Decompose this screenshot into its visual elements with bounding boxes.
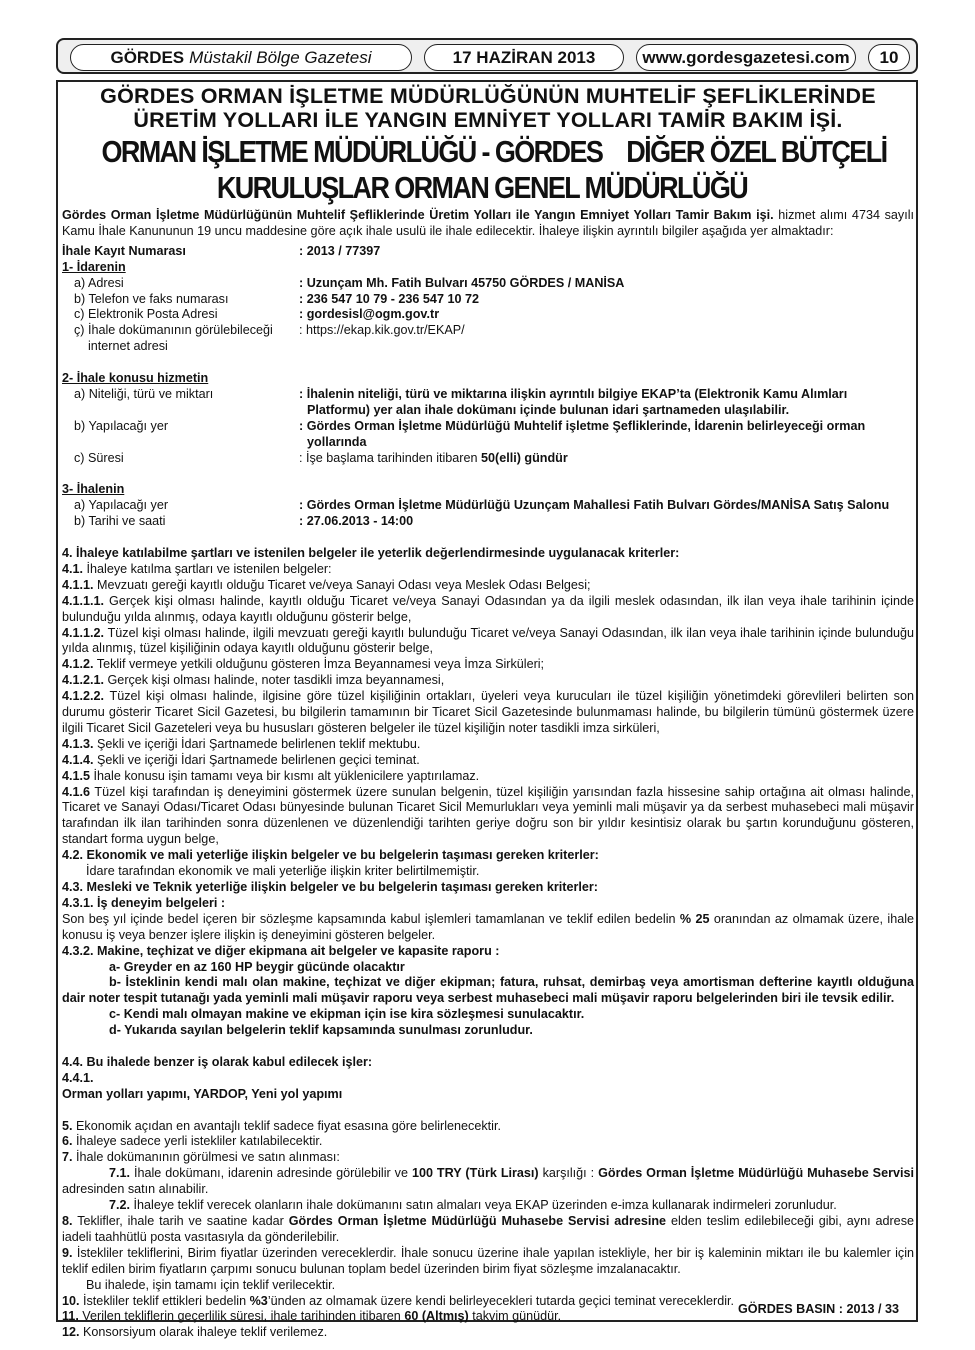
clause-text: İhale konusu işin tamamı veya bir kısmı alt yüklenicilere yaptırılamaz. [90,768,480,783]
clause-text: Gerçek kişi olması halinde, noter tasdikli imza beyannamesi, [104,673,445,688]
validity-days: 60 (Altmış) [404,1309,469,1324]
clause-4-3-2: 4.3.2. Makine, teçhizat ve diğer ekipmana ait belgeler ve kapasite raporu : [62,943,500,958]
clause-number: 11. [62,1309,79,1324]
clause-text: Teklif vermeye yetkili olduğunu gösteren İmza Beyannamesi veya İmza Sirküleri; [93,657,545,672]
section-3-heading: 3- İhalenin [62,482,125,497]
clause-number: 4.1.1.1. [62,593,105,608]
banner-left: ORMAN İŞLETME MÜDÜRLÜĞÜ - GÖRDES [101,135,603,169]
clause-4-1-2 [62,657,914,673]
clause-text: İstekliler teklif ettikleri bedelin [79,1293,250,1308]
admin-email-label: c) Elektronik Posta Adresi [74,307,218,322]
clause-number: 4.1. [62,561,84,576]
clause-number: 10. [62,1293,80,1308]
institution-banner [62,134,914,206]
clause-4-1-4 [62,753,914,769]
clause-number: 7.1. [109,1166,131,1181]
admin-address-value: : Uzunçam Mh. Fatih Bulvarı 45750 GÖRDES / MANİSA [299,275,625,290]
clause-4-1-3 [62,737,914,753]
clause-text: İhaleye sadece yerli istekliler katılabilecektir. [72,1134,323,1149]
clause-4-3: 4.3. Mesleki ve Teknik yeterliğe ilişkin belgeler ve bu belgelerin taşıması gereken kriterler: [62,880,598,895]
tender-date-label: b) Tarihi ve saati [74,514,166,529]
registration-value: : 2013 / 77397 [299,243,381,258]
tender-place-value: : Gördes Orman İşletme Müdürlüğü Uzunçam Mahallesi Fatih Bulvarı Gördes/MANİSA Satış Salonu [299,498,890,513]
admin-address-label: a) Adresi [74,275,124,290]
clause-7-1 [62,1166,914,1198]
service-place-value [299,419,914,451]
clause-text: takvim günüdür. [468,1309,562,1324]
service-duration-row [62,451,914,467]
admin-email-row [62,307,914,323]
clause-text: Tüzel kişi olması halinde, ilgili mevzuatı gereği kayıtlı bulunduğu Ticaret ve/veya Sanayi Odasından, ilk ilan veya ihale tarihinin içinde bulunduğu yılda alınmış, tüzel kişiliğinin odaya kayıtlı olduğunu gösterir belge, [62,625,914,656]
clause-number: 4.1.2.1. [62,673,105,688]
clause-text: Şekli ve içeriği İdari Şartnamede belirlenen geçici teminat. [93,752,420,767]
clause-text: Teklifler, ihale tarih ve saatine kadar [72,1214,289,1229]
clause-text: oranından az olmamak üzere, ihale konusu iş veya benzer işlere ilişkin iş deneyimini gösteren belgeler. [62,911,915,942]
clause-4-1-1-2 [62,626,914,658]
service-nature-label: a) Niteliği, türü ve miktarı [74,386,214,401]
banner-right: DİĞER ÖZEL BÜTÇELİ KURULUŞLAR ORMAN GENEL MÜDÜRLÜĞÜ [216,135,887,205]
section-2-heading: 2- İhale konusu hizmetin [62,371,209,386]
admin-email-value[interactable]: : gordesisl@ogm.gov.tr [299,307,440,322]
clause-number: 4.1.1. [62,577,94,592]
clause-4-3-1-text [62,912,914,944]
clause-6 [62,1134,914,1150]
clause-text: ’ünden az olmamak üzere kendi belirleyecekleri tutarda geçici teminat vereceklerdir. [267,1293,735,1308]
service-place-label: b) Yapılacağı yer [74,418,169,433]
intro-rest: hizmet alımı 4734 sayılı Kamu İhale Kanununun 19 uncu maddesine göre açık ihale usulü ile ihale edilecektir. İhaleye ilişkin ayrıntılı bilgiler aşağıda yer almaktadır: [62,208,914,238]
clause-text: İhaleye teklif verecek olanların ihale dokümanını satın almaları veya EKAP üzerinden e-imza kullanarak indirmeleri zorunludur. [130,1198,837,1213]
clause-4-4: 4.4. Bu ihalede benzer iş olarak kabul edilecek işler: [62,1054,373,1069]
clause-7 [62,1150,914,1166]
clause-4-1-1 [62,578,914,594]
admin-address-row [62,276,914,292]
clause-9 [62,1246,914,1278]
clause-4-1-6 [62,785,914,849]
website-link[interactable] [636,44,856,71]
clause-4-2-text: İdare tarafından ekonomik ve mali yeterliğe ilişkin kriter belirtilmemiştir. [86,864,480,879]
clause-4-1-2-2 [62,689,914,737]
clause-4-3-1: 4.3.1. İş deneyim belgeleri : [62,895,226,910]
website-text[interactable]: www.gordesgazetesi.com [642,47,850,67]
clause-text: karşılığı : [538,1166,599,1181]
service-nature-row [62,387,914,419]
similar-works: Orman yolları yapımı, YARDOP, Yeni yol yapımı [62,1086,343,1101]
newspaper-name-bold: GÖRDES [110,47,185,67]
clause-number: 4.1.3. [62,736,94,751]
admin-phone-value: : 236 547 10 79 - 236 547 10 72 [299,291,479,306]
clause-text: İhaleye katılma şartları ve istenilen belgeler: [83,561,332,576]
clause-text: Tüzel kişi olması halinde, ilgisine göre tüzel kişiliğinin ortakları, üyeleri veya kurucuları ile tüzel kişiliğin yönetimdeki görevlileri belirten son durumu gösterir Ticaret Sicil Gazetesi, bu bilgilerin tamamının bir Ticaret Sicil Gazetesinde bulunmaması halinde, bu bilgilerin tümünü göstermek üzere ilgili Ticaret Sicil Gazeteleri veya bu hususları gösteren belgeler ile tüzel kişiliğin noter tasdikli imza sirküleri, [62,689,914,735]
press-code: GÖRDES BASIN : 2013 / 33 [738,1302,899,1316]
newspaper-header [56,38,918,74]
clause-text: İhale dokümanı, idarenin adresinde görülebilir ve [130,1166,412,1181]
clause-7-2 [62,1198,914,1214]
service-place-value-1: : Gördes Orman İşletme Müdürlüğü Muhtelif işletme Şefliklerinde, İdarenin belirleyeceği orman [299,418,866,433]
tender-date-row [62,514,914,530]
equipment-b: b- İsteklinin kendi malı olan makine, teçhizat ve diğer ekipman; fatura, ruhsat, demirbaş veya amortisman defterine kayıtlı olduğuna dair noter tespit tutanağı yada yeminli mali müşavir raporu veya serbest muhasebeci mali müşavir raporu belgelerinden biri ile tevsik edilir. [62,975,914,1006]
clause-number: 6. [62,1134,73,1149]
clause-text: Tüzel kişi tarafından iş deneyimini göstermek üzere sunulan belgenin, tüzel kişiliğin yarısından fazla hissesine sahip ortağına ait olması halinde, Ticaret ve Sanayi Odası/Ticaret Odası bünyesinde bulunan Ticaret Sicil Memurlukları veya yeminli mali müşavir ya da serbest muhasebeci mali müşavir tarafından ilk ilan tarihinden sonra düzenlenen ve düzenlendiği tarihten geriye doğru son bir yıldır kesintisiz olarak bu şartın korunduğunu gösteren, standart forma uygun belge, [62,784,914,847]
clause-4-1 [62,562,914,578]
section-1-heading: 1- İdarenin [62,259,126,274]
clause-text: Gerçek kişi olması halinde, kayıtlı olduğu Ticaret ve/veya Sanayi Odasından ya da ilgili meslek odasından, ilk ilan veya ihale tarihinin içinde bulunduğu yılda alınmış, odaya kayıtlı olduğunu gösterir belge, [62,593,914,624]
service-nature-value-1: : İhalenin niteliği, türü ve miktarına ilişkin ayrıntılı bilgiye EKAP’ta (Elektronik Kamu Alımları [299,386,848,401]
admin-web-label-2: internet adresi [88,339,168,354]
equipment-d: d- Yukarıda sayılan belgelerin teklif kapsamında sunulması zorunludur. [109,1023,533,1038]
admin-web-label [62,323,299,355]
registration-row [62,244,914,260]
clause-number: 4.1.4. [62,752,94,767]
equipment-a: a- Greyder en az 160 HP beygir gücünde olacaktır [109,959,405,974]
admin-phone-row [62,292,914,308]
document-price: 100 TRY (Türk Lirası) [411,1166,539,1181]
sales-office: Gördes Orman İşletme Müdürlüğü Muhasebe Servisi [598,1166,914,1181]
clause-number: 4.1.2. [62,657,94,672]
page-number [868,44,910,71]
clause-4-2: 4.2. Ekonomik ve mali yeterliğe ilişkin belgeler ve bu belgelerin taşıması gereken kriterler: [62,848,599,863]
clause-number: 4.1.6 [62,784,91,799]
admin-phone-label: b) Telefon ve faks numarası [74,291,229,306]
service-place-row [62,419,914,451]
headline-line-1: GÖRDES ORMAN İŞLETME MÜDÜRLÜĞÜNÜN MUHTELİF ŞEFLİKLERİNDE [100,84,876,108]
admin-web-row [62,323,914,355]
page-number-text: 10 [879,47,899,67]
clause-number: 8. [62,1214,73,1229]
clause-text: Mevzuatı gereği kayıtlı olduğu Ticaret ve/veya Sanayi Odası veya Meslek Odası Belgesi; [93,577,591,592]
newspaper-name [70,44,412,71]
clause-5 [62,1119,914,1135]
registration-label: İhale Kayıt Numarası [62,243,186,258]
clause-text: Konsorsiyum olarak ihaleye teklif verilemez. [79,1325,328,1340]
clause-4-1-5 [62,769,914,785]
clause-4-4-1: 4.4.1. [62,1070,94,1085]
clause-number: 4.1.1.2. [62,625,105,640]
clause-number: 4.1.2.2. [62,689,105,704]
clause-4-1-1-1 [62,594,914,626]
admin-web-label-1: ç) İhale dokümanının görülebileceği [74,323,273,338]
clause-text: Verilen tekliflerin geçerlilik süresi, ihale tarihinden itibaren [78,1309,405,1324]
tender-notice [62,84,914,1341]
service-duration-value-a: : İşe başlama tarihinden itibaren [299,450,482,465]
clause-number: 5. [62,1118,73,1133]
tender-date-value: : 27.06.2013 - 14:00 [299,514,414,529]
service-duration-label: c) Süresi [74,450,124,465]
clause-percent: % 25 [679,911,710,926]
clause-9-note: Bu ihalede, işin tamamı için teklif verilecektir. [86,1277,336,1292]
clause-number: 9. [62,1245,73,1260]
clause-text: Son beş yıl içinde bedel içeren bir sözleşme kapsamında kabul işlemleri tamamlanan ve teklif edilen bedelin [62,911,680,926]
clause-text: Ekonomik açıdan en avantajlı teklif sadece fiyat esasına göre belirlenecektir. [72,1118,501,1133]
clause-text: elden teslim edilebileceği gibi, aynı adrese iadeli taahhütlü posta vasıtasıyla da gönderilebilir. [62,1214,914,1244]
issue-date [424,44,624,71]
clause-text: Şekli ve içeriği İdari Şartnamede belirlenen teklif mektubu. [93,736,421,751]
clause-number: 4.1.5 [62,768,91,783]
clause-number: 7.2. [109,1198,131,1213]
clause-number: 12. [62,1325,80,1340]
clause-12 [62,1325,914,1341]
clause-number: 7. [62,1150,73,1165]
headline-line-2: ÜRETİM YOLLARI İLE YANGIN EMNİYET YOLLARI TAMİR BAKIM İŞİ. [133,108,843,132]
service-place-value-2: yollarında [307,434,367,449]
newspaper-name-rest: Müstakil Bölge Gazetesi [189,47,372,67]
service-duration-value-b: 50(elli) gündür [481,450,568,465]
guarantee-percent: %3 [249,1293,268,1308]
equipment-c: c- Kendi malı olmayan makine ve ekipman için ise kira sözleşmesi sunulacaktır. [109,1007,585,1022]
issue-date-text: 17 HAZİRAN 2013 [452,47,596,67]
intro-paragraph [62,208,914,240]
intro-bold: Gördes Orman İşletme Müdürlüğünün Muhtelif Şefliklerinde Üretim Yolları ile Yangın Emniyet Yolları Tamir Bakım işi. [62,208,774,222]
clause-text: adresinden satın alınabilir. [62,1182,209,1197]
service-nature-value-2: Platformu) yer alan ihale dokümanı içinde bulunan idari şartnameden ulaşılabilir. [307,402,790,417]
clause-text: İhale dokümanının görülmesi ve satın alınması: [72,1150,340,1165]
section-4-title: 4. İhaleye katılabilme şartları ve istenilen belgeler ile yeterlik değerlendirmesinde uygulanacak kriterler: [62,545,680,560]
service-nature-value [299,387,914,419]
delivery-office: Gördes Orman İşletme Müdürlüğü Muhasebe Servisi adresine [288,1214,667,1229]
admin-web-value[interactable]: : https://ekap.kik.gov.tr/EKAP/ [299,323,465,338]
service-duration-value [299,451,914,467]
clause-text: İstekliler tekliflerini, Birim fiyatlar üzerinden vereceklerdir. İhale sonucu üzerine ihale yapılan istekliyle, her bir iş kaleminin miktarı ile bu kalemler için teklif edilen birim fiyatların çarpımı sonucu bulunan toplam bedel üzerinden birim fiyat sözleşme imzalanacaktır. [62,1245,914,1276]
clause-8 [62,1214,914,1246]
tender-place-label: a) Yapılacağı yer [74,498,169,513]
clause-4-1-2-1 [62,673,914,689]
tender-place-row [62,498,914,514]
